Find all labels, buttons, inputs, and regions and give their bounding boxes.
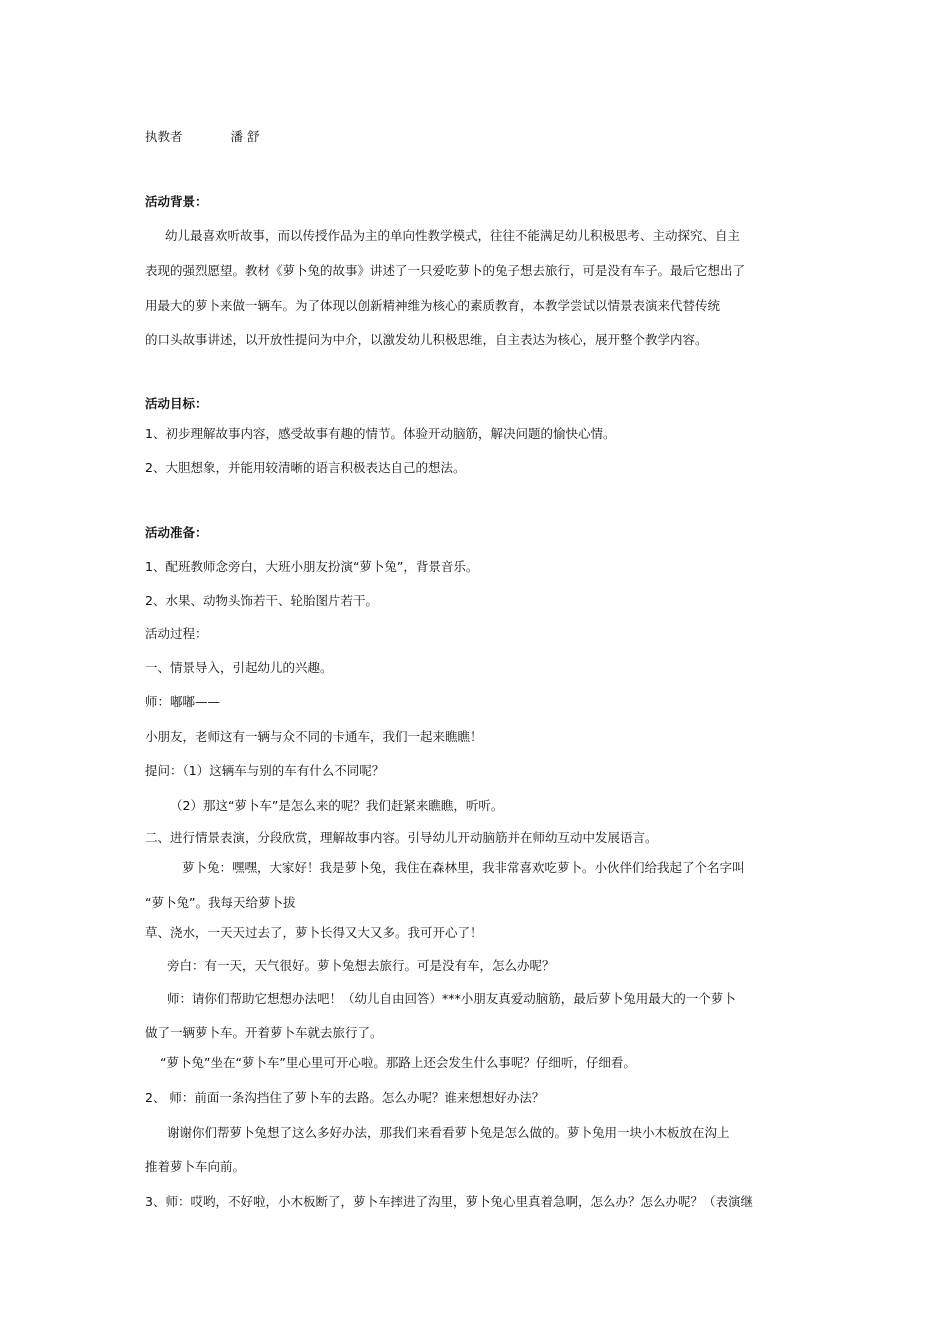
process-line: 旁白：有一天，天气很好。萝卜兔想去旅行。可是没有车，怎么办呢？: [167, 958, 555, 973]
process-line: 师：请你们帮助它想想办法吧！（幼儿自由回答）***小朋友真爱动脑筋，最后萝卜兔用最大的一个萝卜: [167, 991, 736, 1006]
background-paragraph-line: 幼儿最喜欢听故事，而以传授作品为主的单向性教学模式，往往不能满足幼儿积极思考、主动探究、自主: [165, 228, 741, 243]
process-line: 小朋友，老师这有一辆与众不同的卡通车，我们一起来瞧瞧！: [145, 729, 483, 744]
process-line: 二、进行情景表演，分段欣赏，理解故事内容。引导幼儿开动脑筋并在师幼互动中发展语言。: [145, 830, 658, 845]
process-heading: 活动过程：: [145, 626, 208, 641]
author-label: 执教者: [145, 129, 183, 144]
goal-item: 2、大胆想象，并能用较清晰的语言积极表达自己的想法。: [145, 460, 466, 475]
goal-item: 1、初步理解故事内容，感受故事有趣的情节。体验开动脑筋，解决问题的愉快心情。: [145, 426, 616, 441]
process-line: 2、 师：前面一条沟挡住了萝卜车的去路。怎么办呢？谁来想想好办法？: [145, 1090, 545, 1105]
process-line: 师：嘟嘟——: [145, 694, 221, 709]
process-line: 谢谢你们帮萝卜兔想了这么多好办法，那我们来看看萝卜兔是怎么做的。萝卜兔用一块小木板放在沟上: [167, 1125, 730, 1140]
process-line: 草、浇水，一天天过去了，萝卜长得又大又多。我可开心了！: [145, 925, 483, 940]
process-line: “萝卜兔”。我每天给萝卜拔: [145, 895, 296, 910]
process-line: “萝卜兔”坐在“萝卜车”里心里可开心啦。那路上还会发生什么事呢？仔细听，仔细看。: [160, 1055, 636, 1070]
author-name: 潘 舒: [230, 129, 260, 144]
background-paragraph-line: 的口头故事讲述，以开放性提问为中介，以激发幼儿积极思维，自主表达为核心，展开整个教学内容。: [145, 332, 708, 347]
prep-item: 2、水果、动物头饰若干、轮胎图片若干。: [145, 593, 378, 608]
background-paragraph-line: 用最大的萝卜来做一辆车。为了体现以创新精神维为核心的素质教育，本教学尝试以情景表演来代替传统: [145, 298, 721, 313]
author-line: [145, 128, 260, 146]
process-line: 一、情景导入，引起幼儿的兴趣。: [145, 660, 333, 675]
process-line: 做了一辆萝卜车。开着萝卜车就去旅行了。: [145, 1025, 383, 1040]
background-paragraph-line: 表现的强烈愿望。教材《萝卜兔的故事》讲述了一只爱吃萝卜的兔子想去旅行，可是没有车子。最后它想出了: [145, 263, 746, 278]
process-line: 3、师：哎哟，不好啦，小木板断了，萝卜车摔进了沟里，萝卜兔心里真着急啊，怎么办？怎么办呢？（表演继: [145, 1194, 753, 1209]
process-line: 推着萝卜车向前。: [145, 1159, 246, 1174]
process-line: 提问：（1）这辆车与别的车有什么不同呢？: [145, 763, 385, 778]
goals-heading: 活动目标：: [145, 396, 208, 411]
background-heading: 活动背景：: [145, 194, 208, 209]
prep-heading: 活动准备：: [145, 525, 208, 540]
prep-item: 1、配班教师念旁白，大班小朋友扮演“萝卜兔”，背景音乐。: [145, 559, 479, 574]
process-line: （2）那这“萝卜车”是怎么来的呢？我们赶紧来瞧瞧，听听。: [170, 798, 504, 813]
process-line: 萝卜兔：嘿嘿，大家好！我是萝卜兔，我住在森林里，我非常喜欢吃萝卜。小伙伴们给我起了个名字叫: [182, 860, 745, 875]
